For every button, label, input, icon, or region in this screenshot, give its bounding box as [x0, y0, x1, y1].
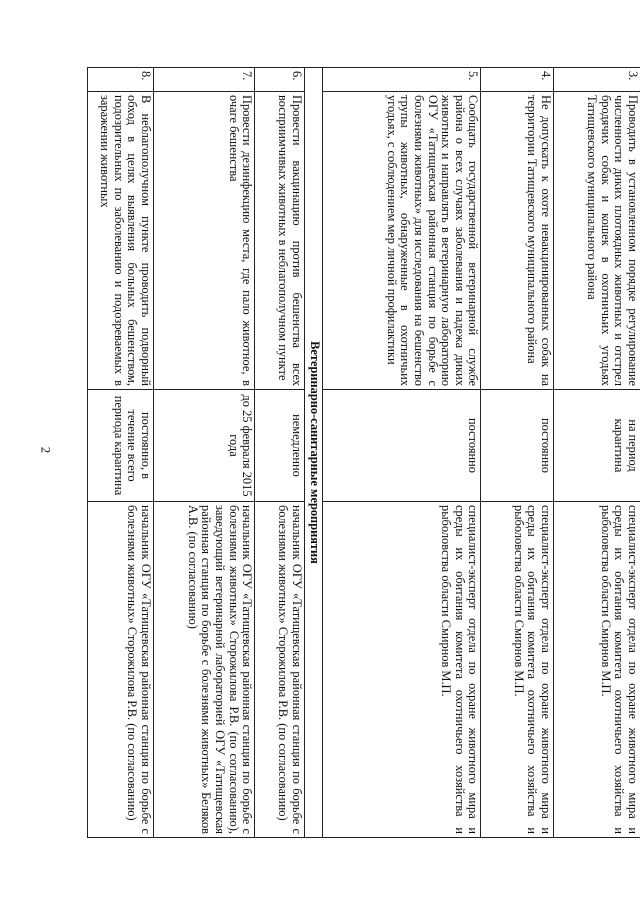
rotated-table-container: [87, 67, 640, 837]
measure-text: В неблагополучном пункте проводить подворный обход в целях выявления больных бешенством, подозрительных по заболеванию и подозреваемых в заражении животных: [88, 92, 154, 390]
responsible-text: начальник ОГУ «Татищевская районная станция по борьбе с болезнями животных» Сторожилова Р.В. (по согласованию), заведующий ветеринарной лабораторией ОГУ «Татищевская районная станция по борьбе с болезнями животных» Беляков А.В. (по согласованию): [154, 502, 255, 838]
term-text: постоянно: [323, 390, 481, 502]
table-row: [323, 68, 481, 838]
row-number: 5.: [323, 68, 481, 92]
measure-text: Провести вакцинацию против бешенства всех восприимчивых животных в неблагополучном пункте: [255, 92, 305, 390]
table-row: [88, 68, 154, 838]
measure-text: Не допускать к охоте невакцинированных собак на территории Татищевского муниципального района: [481, 92, 554, 390]
section-title: Ветеринарно-санитарные мероприятия: [304, 68, 322, 838]
row-number: 7.: [154, 68, 255, 92]
responsible-text: специалист-эксперт отдела по охране животного мира и среды их обитания комитета охотничьего хозяйства и рыболовства области Смирнов М.П.: [554, 502, 640, 838]
term-text: на период карантина: [554, 390, 640, 502]
measure-text: Провести дезинфекцию места, где пало животное, в очаге бешенства: [154, 92, 255, 390]
measure-text: Сообщать государственной ветеринарной службе района о всех случаях заболевания и падежа диких животных и направлять в ветеринарную лабораторию ОГУ «Татищевская районная станция по борьбе с болезнями животных» для исследования на бешенство трупы животных, обнаруженные в охотничьих угодьях, с соблюдением мер личной профилактики: [323, 92, 481, 390]
row-number: 6.: [255, 68, 305, 92]
responsible-text: специалист-эксперт отдела по охране животного мира и среды их обитания комитета охотничьего хозяйства и рыболовства области Смирнов М.П.: [481, 502, 554, 838]
page-number: 2: [38, 446, 54, 454]
row-number: 3.: [554, 68, 640, 92]
table-row: [554, 68, 640, 838]
term-text: постоянно, в течение всего периода карантина: [88, 390, 154, 502]
measures-table: [87, 67, 640, 838]
term-text: до 25 февраля 2015 года: [154, 390, 255, 502]
table-row: [481, 68, 554, 838]
responsible-text: специалист-эксперт отдела по охране животного мира и среды их обитания комитета охотничьего хозяйства и рыболовства области Смирнов М.П.: [323, 502, 481, 838]
responsible-text: начальник ОГУ «Татищевская районная станция по борьбе с болезнями животных» Сторожилова Р.В. (по согласованию): [88, 502, 154, 838]
measure-text: Проводить в установленном порядке регулирование численности диких плотоядных животных и отстрел бродячих собак и кошек в охотничьих угодьях Татищевского муниципального района: [554, 92, 640, 390]
row-number: 4.: [481, 68, 554, 92]
section-header-row: [304, 68, 322, 838]
term-text: постоянно: [481, 390, 554, 502]
table-row: [154, 68, 255, 838]
responsible-text: начальник ОГУ «Татищевская районная станция по борьбе с болезнями животных» Сторожилова Р.В. (по согласованию): [255, 502, 305, 838]
row-number: 8.: [88, 68, 154, 92]
term-text: немедленно: [255, 390, 305, 502]
table-row: [255, 68, 305, 838]
